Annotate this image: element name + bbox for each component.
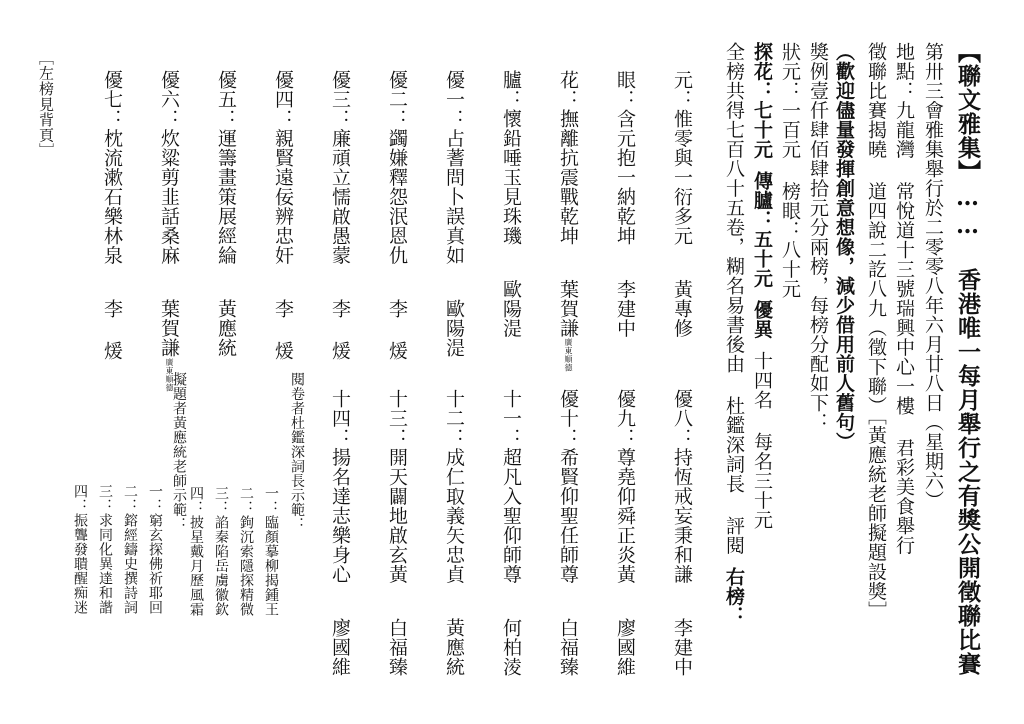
winner-entry [444, 70, 463, 358]
winner-author: 葉賀謙 [557, 279, 579, 338]
setter-examples-heading: 擬題者黃應統老師示範： [171, 372, 187, 532]
summary-line [724, 42, 743, 626]
winner-author: 廖國維 [614, 618, 636, 677]
winner-rank: 元： [671, 70, 693, 109]
winning-couplet: 尊堯仰舜正炎黃 [614, 447, 636, 584]
winner-entry [273, 70, 292, 361]
winner-author: 李 煖 [329, 299, 351, 361]
winning-couplet: 運籌畫策展經綸 [215, 128, 237, 265]
winner-entry [330, 389, 349, 677]
winner-entry [558, 389, 577, 677]
winner-rank: 臚： [500, 70, 522, 109]
contest-line: 徵聯比賽揭曉 道四說二訖八九（徵下聯）［黃應統老師擬題設獎］ [865, 42, 887, 621]
winner-author: 白福臻 [557, 618, 579, 677]
winner-rank: 優三： [329, 70, 351, 129]
prize-line-2 [752, 42, 771, 530]
footer-note: ［左榜見背頁］ [37, 50, 55, 159]
prize-chuanlu: 傳臚：五十元 [751, 171, 773, 288]
example-line: 三：求同化異達和諧 [97, 484, 113, 615]
winner-rank: 十四： [329, 389, 351, 448]
winning-couplet: 親賢遠佞辨忠奸 [272, 128, 294, 265]
winner-author: 李 煖 [386, 299, 408, 361]
winner-rank: 十二： [443, 389, 465, 448]
venue-line: 地點：九龍灣 常悅道十三號瑞興中心一樓 君彩美食舉行 [893, 42, 915, 555]
winner-rank: 優五： [215, 70, 237, 129]
winning-couplet: 含元抱一納乾坤 [614, 109, 636, 246]
winner-entry [444, 389, 463, 677]
prize-line-1 [780, 42, 799, 299]
event-date-line: 第卅三會雅集舉行於二零零八年六月廿八日（星期六） [922, 42, 944, 510]
prize-row-1: 狀元：一百元 榜眼：八十元 [779, 42, 801, 299]
winner-entry [501, 70, 520, 338]
right-list-label: 右榜： [723, 567, 745, 626]
winning-couplet: 成仁取義矢忠貞 [443, 447, 465, 584]
winner-rank: 十三： [386, 389, 408, 448]
winner-entry [615, 389, 634, 677]
winning-couplet: 廉頑立懦啟愚蒙 [329, 128, 351, 265]
winner-entry [387, 70, 406, 361]
winner-rank: 十一： [500, 389, 522, 448]
winner-author: 廖國維 [329, 618, 351, 677]
page-title: 【聯文雅集】…… 香港唯一每月舉行之有獎公開徵聯比賽 [954, 40, 981, 676]
winner-rank: 優四： [272, 70, 294, 129]
winning-couplet: 開天闢地啟玄黃 [386, 447, 408, 584]
example-line: 二：鎔經鑄史撰詩詞 [122, 484, 138, 615]
winning-couplet: 超凡入聖仰師尊 [500, 447, 522, 584]
winner-author: 黃專修 [671, 279, 693, 338]
example-line: 一：臨顏摹柳揭鍾王 [263, 486, 279, 617]
winner-entry [102, 70, 121, 361]
winner-rank: 優十： [557, 389, 579, 448]
winner-entry [501, 389, 520, 677]
winning-couplet: 炊粱剪韭話桑麻 [158, 128, 180, 265]
winning-couplet: 蠲嫌釋怨泯恩仇 [386, 128, 408, 265]
example-line: 一：窮玄探佛祈耶回 [147, 484, 163, 615]
winner-author: 黃應統 [443, 618, 465, 677]
prize-tanhua: 探花：七十元 [751, 42, 773, 159]
winning-couplet: 撫離抗震戰乾坤 [557, 109, 579, 246]
winning-couplet: 希賢仰聖任師尊 [557, 447, 579, 584]
winner-rank: 優八： [671, 389, 693, 448]
winner-rank: 優二： [386, 70, 408, 129]
example-line: 四：振聾發聵醒痴迷 [72, 484, 88, 615]
winner-entry [330, 70, 349, 361]
winning-couplet: 占蓍問卜誤真如 [443, 128, 465, 265]
judge-examples-heading: 閱卷者杜鑑深詞長示範： [289, 372, 305, 532]
winner-entry [615, 70, 634, 338]
winner-entry [159, 70, 178, 392]
example-line: 三：諂秦陷岳虜徽欽 [213, 486, 229, 617]
author-origin: 廣東順德 [165, 357, 174, 392]
winner-rank: 優一： [443, 70, 465, 129]
winner-rank: 眼： [614, 70, 636, 109]
prize-youyi-detail: 十四名 每名三十元 [751, 351, 773, 530]
winning-couplet: 懷鉛唾玉見珠璣 [500, 109, 522, 246]
winner-rank: 花： [557, 70, 579, 109]
winner-rank: 優六： [158, 70, 180, 129]
winning-couplet: 惟零與一衍多元 [671, 109, 693, 246]
summary-text: 全榜共得七百八十五卷，糊名易書後由 杜鑑深詞長 評閱 [723, 42, 745, 555]
winner-author: 葉賀謙 [158, 299, 180, 358]
winning-couplet: 持恆戒妄秉和謙 [671, 447, 693, 584]
winner-entry [558, 70, 577, 372]
winner-author: 何柏淩 [500, 618, 522, 677]
winner-author: 白福臻 [386, 618, 408, 677]
award-rule-line: 獎例壹仟肆佰肆拾元分兩榜，每榜分配如下： [807, 42, 829, 432]
winner-rank: 優七： [101, 70, 123, 129]
winner-entry [387, 389, 406, 677]
winner-entry [672, 70, 691, 338]
notice-line: （歡迎儘量發揮創意想像，減少借用前人舊句） [833, 42, 855, 452]
winner-entry [672, 389, 691, 677]
winner-author: 李建中 [671, 618, 693, 677]
author-origin: 廣東順德 [564, 338, 573, 372]
winner-author: 歐陽湜 [500, 279, 522, 338]
example-line: 四：披星戴月歷風霜 [188, 486, 204, 617]
winner-entry [216, 70, 235, 358]
winner-author: 李建中 [614, 279, 636, 338]
winning-couplet: 揚名達志樂身心 [329, 447, 351, 584]
winner-author: 李 煖 [101, 299, 123, 361]
winner-rank: 優九： [614, 389, 636, 448]
winner-author: 黃應統 [215, 299, 237, 358]
prize-youyi-label: 優異 [751, 300, 773, 339]
winner-author: 歐陽湜 [443, 299, 465, 358]
winning-couplet: 枕流漱石樂林泉 [101, 128, 123, 265]
example-line: 二：鉤沉索隱探精微 [238, 486, 254, 617]
winner-author: 李 煖 [272, 299, 294, 361]
